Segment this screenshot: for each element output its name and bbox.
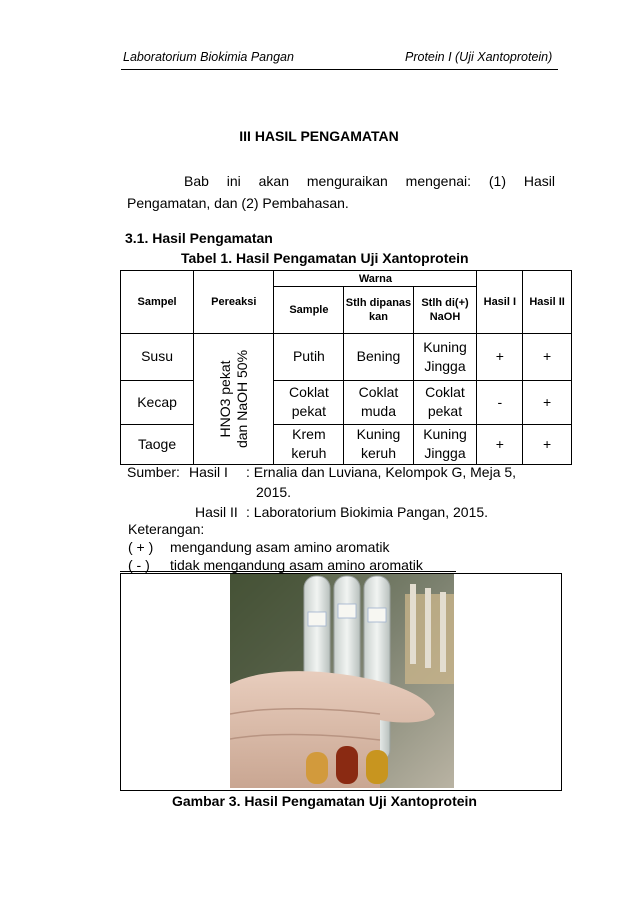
intro-line-2: Pengamatan, dan (2) Pembahasan. [127,195,349,211]
cell-pereaksi [194,333,274,464]
source-hasil-2-label: Hasil II [195,504,238,520]
intro-line-1: Bab ini akan menguraikan mengenai: (1) Hasil [184,173,555,189]
source-hasil-1-year: 2015. [256,484,292,500]
source-hasil-1-text: : Ernalia dan Luviana, Kelompok G, Meja 5, [246,464,517,480]
cell-sampel: Susu [121,333,194,380]
cell-sample: Krem keruh [274,424,344,464]
header-pereaksi: Pereaksi [194,271,274,334]
source-label: Sumber: [127,464,180,480]
observation-table [120,270,572,465]
section-title: 3.1. Hasil Pengamatan [125,230,273,246]
note-plus-symbol: ( + ) [128,539,154,555]
source-hasil-2-text: : Laboratorium Biokimia Pangan, 2015. [246,504,489,520]
table-caption: Tabel 1. Hasil Pengamatan Uji Xantoprotein [181,250,469,266]
note-plus-text: mengandung asam amino aromatik [170,539,390,555]
table-row [121,424,572,464]
note-minus-symbol: ( - ) [128,557,150,573]
header-stlh-naoh: Stlh di(+) NaOH [413,287,477,333]
cell-sample: Coklat pekat [274,381,344,424]
table-row [121,381,572,424]
header-warna: Warna [274,271,477,287]
notes-underline [120,571,456,572]
cell-naoh: Coklat pekat [413,381,477,424]
chapter-title: III HASIL PENGAMATAN [239,128,399,144]
cell-sample: Putih [274,333,344,380]
header-stlh-dipanaskan: Stlh dipanas kan [344,287,413,333]
header-left: Laboratorium Biokimia Pangan [123,50,294,64]
table-row [121,333,572,380]
cell-naoh: Kuning Jingga [413,333,477,380]
rack-tube-3 [440,592,446,672]
reagent-line-1: HNO3 pekat [216,360,233,438]
cell-dipanaskan: Bening [344,333,413,380]
cell-hasil-2: + [523,424,572,464]
header-hasil-2: Hasil II [523,271,572,334]
header-divider [121,69,558,70]
header-right: Protein I (Uji Xantoprotein) [405,50,553,64]
liquid-susu [306,752,328,784]
liquid-kecap [336,746,358,784]
liquid-taoge [366,750,388,784]
cell-hasil-2: + [523,333,572,380]
rack-tube-2 [425,588,431,668]
cell-naoh: Kuning Jingga [413,424,477,464]
header-hasil-1: Hasil I [477,271,523,334]
cell-hasil-1: + [477,424,523,464]
header-sampel: Sampel [121,271,194,334]
tube-label-2 [338,604,356,618]
note-minus-text: tidak mengandung asam amino aromatik [170,557,423,573]
figure-frame [120,573,562,791]
cell-dipanaskan: Kuning keruh [344,424,413,464]
figure-caption: Gambar 3. Hasil Pengamatan Uji Xantoprotein [172,793,477,809]
cell-sampel: Kecap [121,381,194,424]
cell-hasil-1: - [477,381,523,424]
test-tubes-photo [230,574,454,788]
cell-dipanaskan: Coklat muda [344,381,413,424]
tube-label-1 [308,612,326,626]
cell-hasil-2: + [523,381,572,424]
cell-hasil-1: + [477,333,523,380]
notes-title: Keterangan: [128,521,205,537]
source-hasil-1-label: Hasil I [189,464,228,480]
rack-tube-1 [410,584,416,664]
reagent-line-2: dan NaOH 50% [233,349,250,448]
tube-label-3 [368,608,386,622]
cell-sampel: Taoge [121,424,194,464]
header-sample: Sample [274,287,344,333]
